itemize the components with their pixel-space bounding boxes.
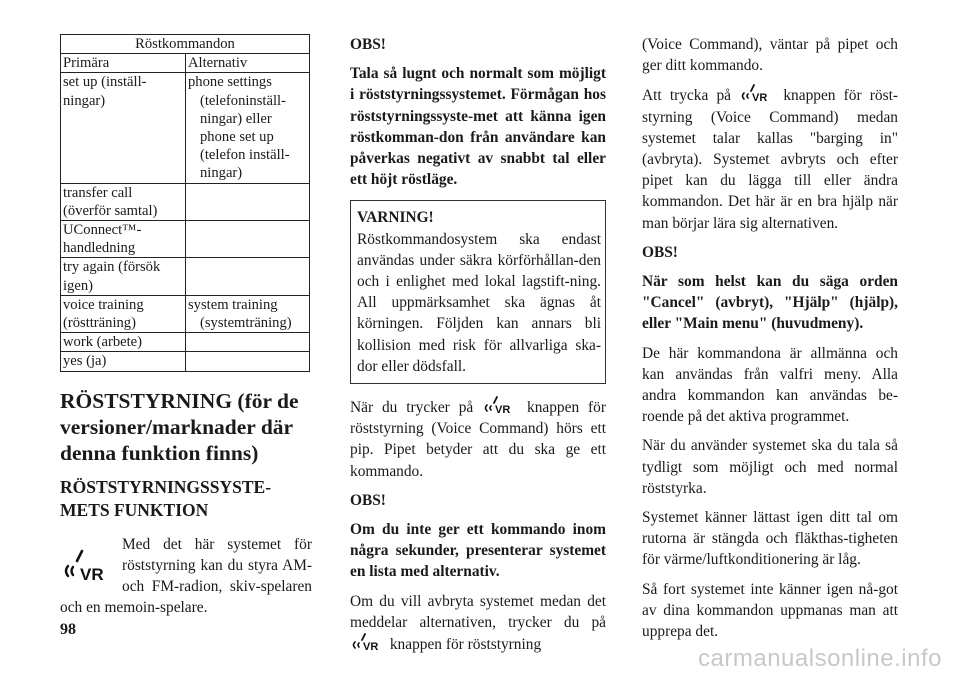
table-row bbox=[61, 183, 310, 220]
table-row bbox=[61, 295, 310, 332]
table-row bbox=[61, 73, 310, 183]
voice-command-vr-icon bbox=[482, 396, 518, 416]
section-heading: RÖSTSTYRNING (för de versioner/marknader där denna funktion finns) bbox=[60, 388, 299, 465]
voice-command-vr-icon bbox=[60, 548, 112, 586]
table-row bbox=[61, 333, 310, 352]
intro-paragraph: VR Med det här systemet för röststyrning kan du styra AM- och FM-radion, skiv-spelaren och en memoin-spelare. bbox=[60, 535, 312, 617]
column-header-alternative: Alternativ bbox=[186, 54, 310, 73]
subsection-heading: RÖSTSTYRNINGSSYSTE-METS FUNKTION bbox=[60, 476, 272, 520]
column-header-primary: Primära bbox=[61, 54, 186, 73]
svg-text:VR: VR bbox=[80, 564, 104, 584]
primary-command-cell: yes (ja) bbox=[61, 352, 186, 371]
svg-text:VR: VR bbox=[752, 92, 768, 105]
voice-command-vr-icon bbox=[350, 633, 386, 653]
left-column bbox=[60, 34, 312, 618]
page-number: 98 bbox=[60, 621, 76, 638]
voice-commands-table bbox=[60, 34, 310, 372]
alternative-command-cell bbox=[186, 352, 310, 371]
primary-command-cell: UConnect™- handledning bbox=[61, 221, 186, 258]
table-title: Röstkommandon bbox=[61, 35, 310, 54]
paragraph-repeat: Så fort systemet inte känner igen nå-got av dina kommandon uppmanas man att upprepa det. bbox=[642, 580, 898, 641]
table-row bbox=[61, 352, 310, 371]
svg-text:VR: VR bbox=[363, 641, 379, 654]
paragraph-cancel: Om du vill avbryta systemet medan det meddelar alternativen, trycker du på VR knappen för röststyrning bbox=[350, 592, 606, 654]
obs-title-3: OBS! bbox=[642, 243, 678, 261]
alternative-command-cell bbox=[186, 183, 310, 220]
svg-text:VR: VR bbox=[495, 404, 511, 417]
watermark: carmanualsonline.info bbox=[698, 645, 942, 672]
voice-command-vr-icon bbox=[739, 84, 775, 104]
primary-command-cell: voice training (röstträning) bbox=[61, 295, 186, 332]
table-row bbox=[61, 221, 310, 258]
right-column bbox=[642, 34, 898, 650]
alternative-command-cell bbox=[186, 221, 310, 258]
paragraph-general-commands: De här kommandona är allmänna och kan användas från valfri meny. Alla andra kommandon kan användas be-roende på det aktiva programmet. bbox=[642, 344, 898, 426]
primary-command-cell: transfer call (överför samtal) bbox=[61, 183, 186, 220]
primary-command-cell: set up (inställ- ningar) bbox=[61, 73, 186, 183]
obs-title-2: OBS! bbox=[350, 491, 386, 509]
warning-title: VARNING! bbox=[357, 209, 434, 227]
middle-column bbox=[350, 34, 606, 663]
obs-text-2: Om du inte ger ett kommando inom några sekunder, presenterar systemet en lista med alternativ. bbox=[350, 521, 606, 581]
paragraph-continue: (Voice Command), väntar på pipet och ger ditt kommando. bbox=[642, 36, 898, 75]
primary-command-cell: work (arbete) bbox=[61, 333, 186, 352]
alternative-command-cell bbox=[186, 258, 310, 295]
paragraph-barging-in: Att trycka på VR knappen för röst-styrning (Voice Command) medan systemet talar kallas "barging in" (avbryta). Systemet avbryts och efter pipet kan du lägga till eller ändra kommandon. Det här är en bra hjälp när man börjar lära sig alternativen. bbox=[642, 84, 898, 233]
primary-command-cell: try again (försök igen) bbox=[61, 258, 186, 295]
paragraph-recognition: Systemet känner lättast igen ditt tal om rutorna är stängda och fläkthas-tigheten för värme/luftkonditionering är låg. bbox=[642, 509, 898, 569]
alternative-command-cell: system training (systemträning) bbox=[186, 295, 310, 332]
paragraph-press-button: När du trycker på VR knappen för röststyrning (Voice Command) hörs ett pip. Pipet betyder att du ska ge ett kommando. bbox=[350, 396, 606, 482]
paragraph-speak-clearly: När du använder systemet ska du tala så tydligt som möjligt och med normal röststyrka. bbox=[642, 437, 898, 497]
warning-box bbox=[350, 200, 606, 384]
warning-text: Röstkommandosystem ska endast användas under säkra körförhållan-den och i enlighet med lokal lagstift-ning. All uppmärksamhet ska ägnas åt körningen. Följden kan annars bli kollision med risk för allvarliga ska-dor eller dödsfall. bbox=[357, 230, 601, 375]
table-row bbox=[61, 258, 310, 295]
obs-title-1: OBS! bbox=[350, 36, 386, 53]
alternative-command-cell: phone settings (telefoninställ- ningar) eller phone set up (telefon inställ- ningar) bbox=[186, 73, 310, 183]
alternative-command-cell bbox=[186, 333, 310, 352]
obs-text-3: När som helst kan du säga orden "Cancel" (avbryt), "Hjälp" (hjälp), eller "Main menu" (huvudmeny). bbox=[642, 273, 898, 333]
obs-text-1: Tala så lugnt och normalt som möjligt i röststyrningssystemet. Förmågan hos röststyrningssyste-met att känna igen röstkomman-don från användare kan påverkas negativt av snabbt tal eller ett höjt röstläge. bbox=[350, 65, 606, 189]
